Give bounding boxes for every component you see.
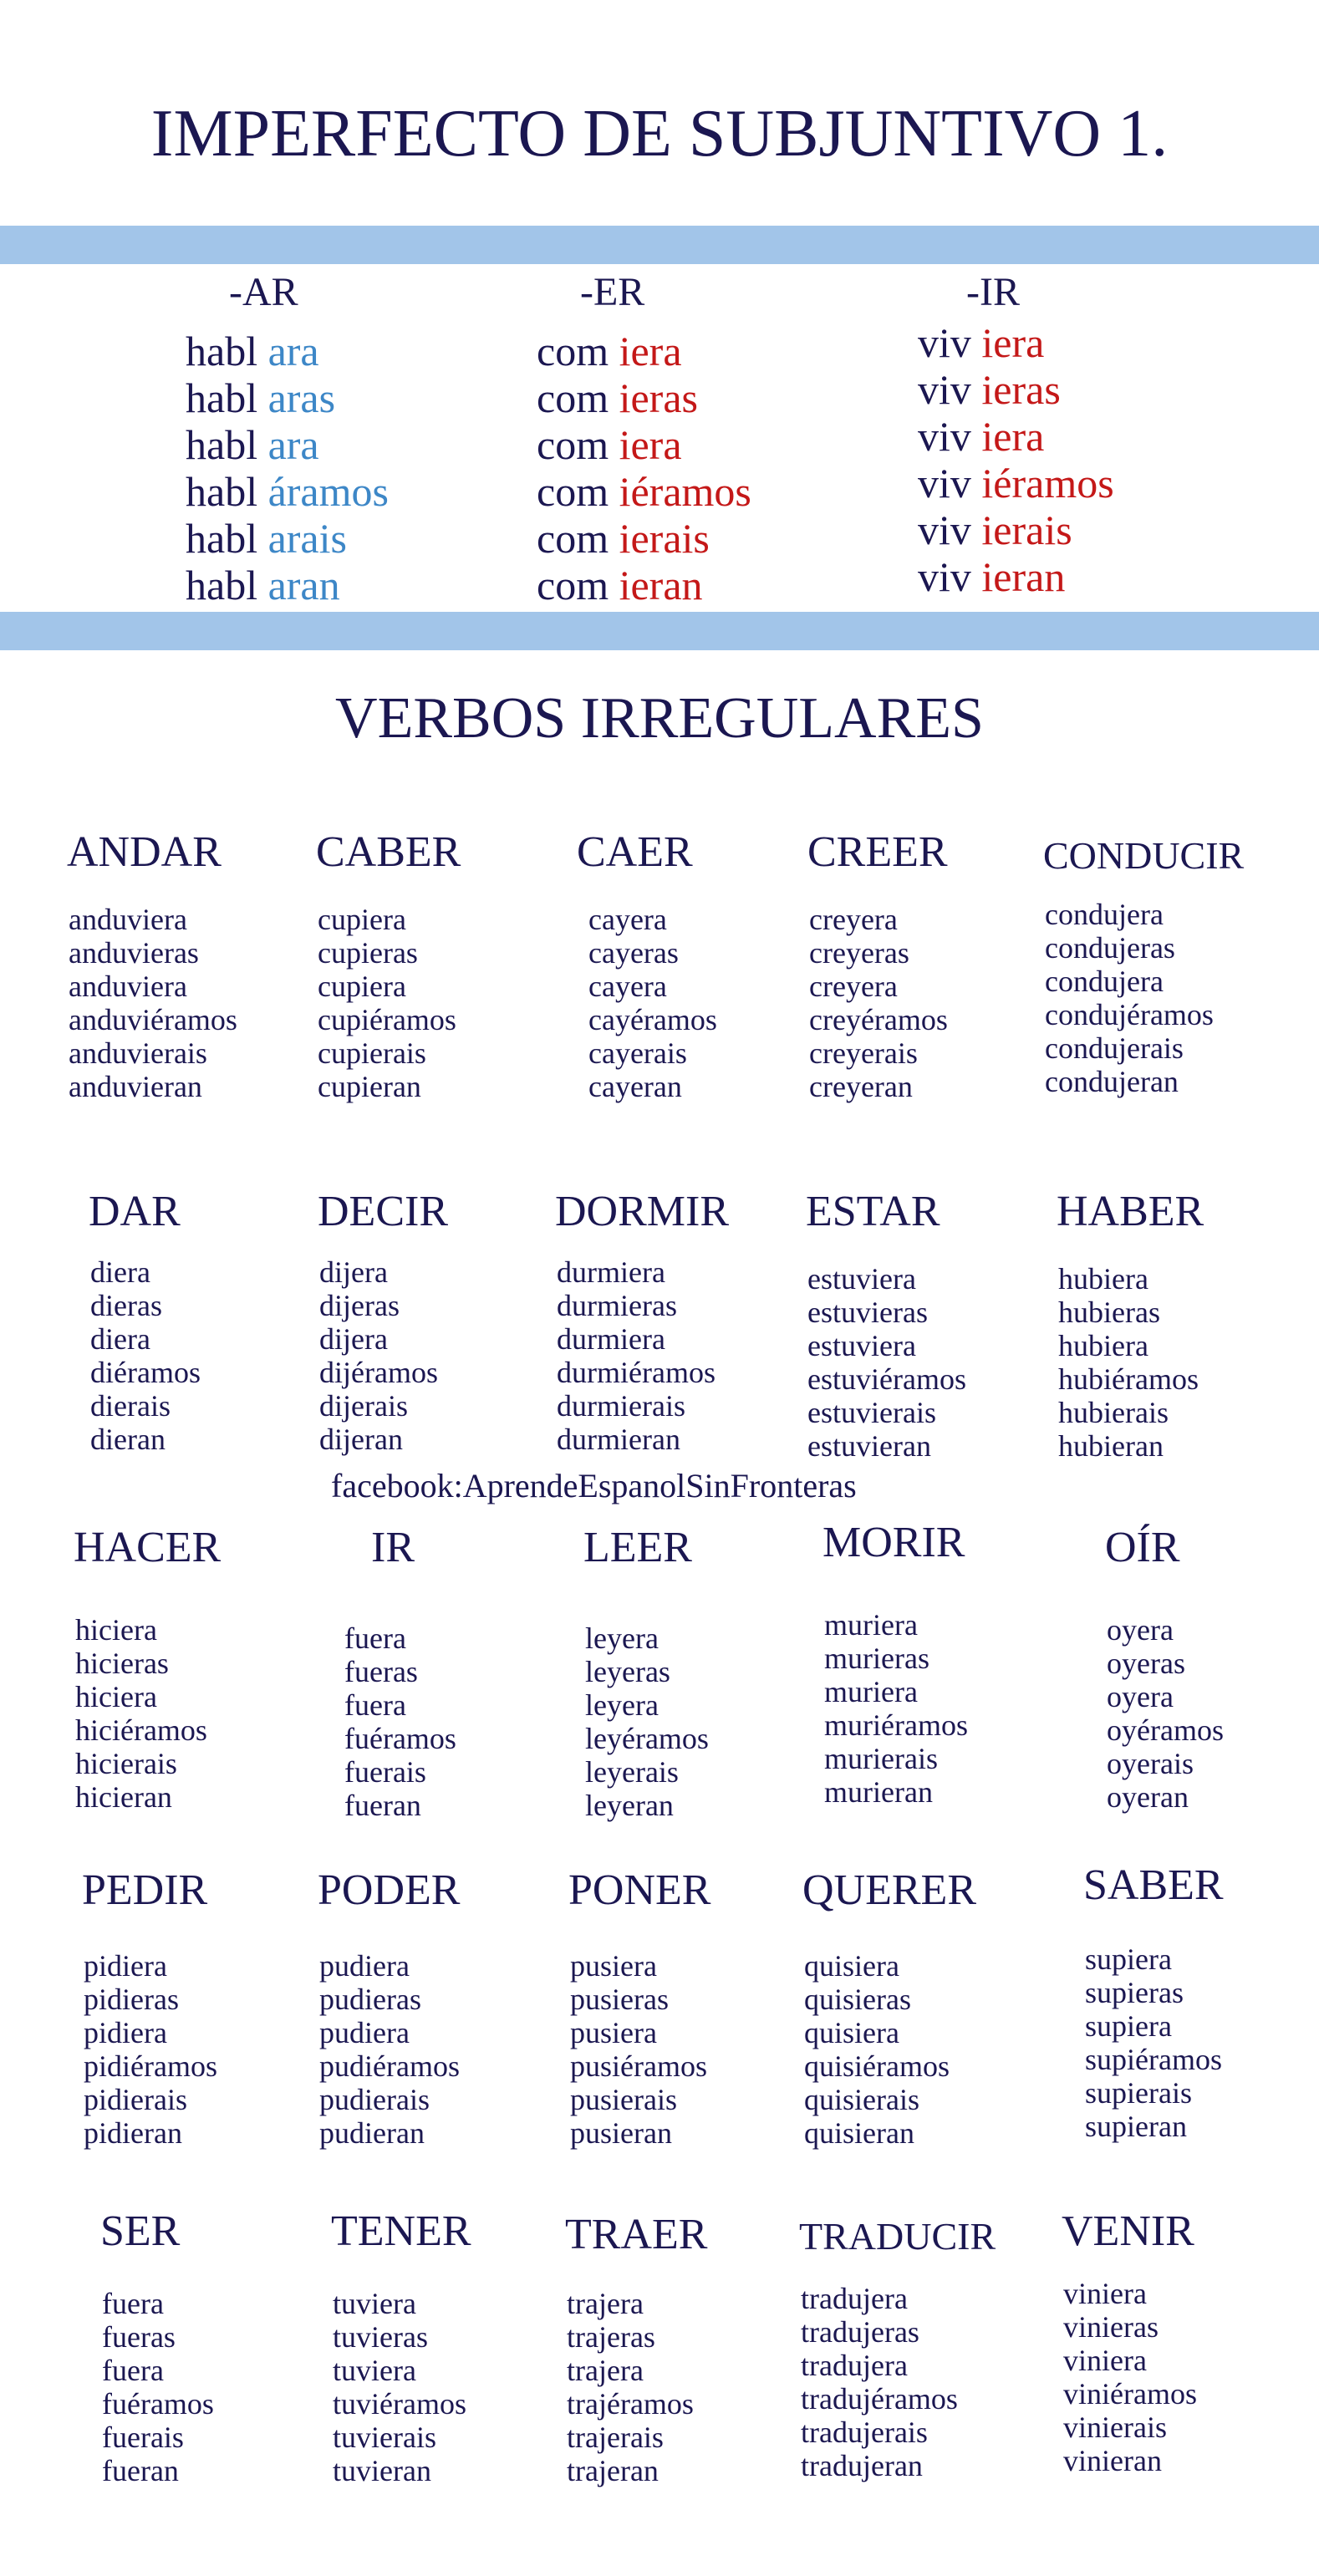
verb-form: trajerais — [567, 2421, 664, 2454]
verb-form: cayera — [588, 903, 667, 936]
verb-form: anduviera — [69, 903, 187, 936]
verb-forms-list — [1085, 1942, 1319, 2143]
verb-stem: com — [537, 374, 609, 421]
verb-form: pusiera — [570, 2016, 657, 2049]
verb-forms-list — [318, 903, 568, 1103]
regular-ar-form — [186, 468, 520, 515]
verb-form: muriéramos — [824, 1708, 968, 1742]
verb-form: cayerais — [588, 1036, 687, 1070]
verb-form: oyerais — [1107, 1747, 1194, 1780]
verb-form: pidieran — [84, 2116, 182, 2150]
verb-stem: viv — [918, 507, 971, 553]
verb-forms-list — [319, 1949, 570, 2150]
verb-form: dijera — [319, 1322, 388, 1356]
verb-forms-list — [588, 903, 839, 1103]
verb-forms-list — [90, 1255, 341, 1456]
irregular-verbs-heading: VERBOS IRREGULARES — [335, 686, 984, 751]
verb-form: hiciera — [75, 1680, 157, 1713]
verb-infinitive: ANDAR — [67, 828, 222, 876]
verb-ending: iera — [619, 328, 682, 374]
bottom-divider-band — [0, 612, 1319, 650]
verb-forms-list — [801, 2282, 1052, 2482]
regular-ar-form — [186, 374, 520, 421]
verb-infinitive: SER — [100, 2207, 181, 2255]
verb-form: murieran — [824, 1775, 933, 1809]
verb-form: fuera — [102, 2287, 164, 2320]
verb-form: durmierais — [557, 1389, 685, 1423]
verb-form: durmiera — [557, 1322, 665, 1356]
verb-form: condujéramos — [1045, 998, 1214, 1031]
verb-form: vinierais — [1063, 2411, 1167, 2444]
verb-form: cayeras — [588, 936, 679, 970]
verb-form: tradujerais — [801, 2416, 928, 2449]
verb-form: durmiera — [557, 1255, 665, 1289]
verb-ending: ierais — [619, 515, 710, 562]
verb-form: oyeras — [1107, 1647, 1185, 1680]
verb-form: dijeras — [319, 1289, 400, 1322]
verb-form: pusiera — [570, 1949, 657, 1983]
verb-infinitive: OÍR — [1105, 1524, 1180, 1571]
verb-ending: iera — [981, 319, 1045, 366]
verb-form: tuviera — [333, 2287, 416, 2320]
verb-form: trajéramos — [567, 2387, 694, 2421]
verb-stem: viv — [918, 366, 971, 413]
verb-ending: iéramos — [619, 468, 751, 515]
verb-form: oyera — [1107, 1680, 1174, 1713]
verb-form: pudiéramos — [319, 2049, 460, 2083]
verb-form: creyeran — [809, 1070, 913, 1103]
verb-form: trajeras — [567, 2320, 655, 2354]
verb-ending: iera — [619, 421, 682, 468]
verb-form: pidiera — [84, 1949, 167, 1983]
verb-forms-list — [333, 2287, 583, 2487]
verb-form: hubierais — [1058, 1396, 1169, 1429]
verb-form: fuera — [102, 2354, 164, 2387]
verb-stem: com — [537, 562, 609, 608]
verb-infinitive: CONDUCIR — [1043, 834, 1245, 877]
regular-ir-form — [918, 553, 1252, 600]
verb-ending: aras — [267, 374, 336, 421]
verb-infinitive: CABER — [316, 828, 461, 876]
verb-stem: com — [537, 468, 609, 515]
verb-form: viniera — [1063, 2344, 1147, 2377]
verb-form: pudiera — [319, 1949, 410, 1983]
verb-form: dieran — [90, 1423, 166, 1456]
facebook-credit: facebook:AprendeEspanolSinFronteras — [331, 1467, 857, 1504]
verb-forms-list — [102, 2287, 353, 2487]
verb-infinitive: SABER — [1083, 1861, 1224, 1909]
verb-infinitive: DECIR — [318, 1188, 448, 1235]
verb-form: leyerais — [585, 1755, 679, 1789]
verb-stem: viv — [918, 460, 971, 507]
verb-form: hubieras — [1058, 1296, 1160, 1329]
regular-ir-form — [918, 460, 1252, 507]
verb-infinitive: MORIR — [822, 1519, 965, 1566]
verb-form: anduvieras — [69, 936, 199, 970]
verb-form: cupieran — [318, 1070, 421, 1103]
verb-infinitive: CAER — [577, 828, 693, 876]
verb-form: pidiera — [84, 2016, 167, 2049]
verb-form: pidiéramos — [84, 2049, 217, 2083]
verb-form: pudierais — [319, 2083, 430, 2116]
verb-stem: habl — [186, 562, 258, 608]
verb-form: fuera — [344, 1688, 406, 1722]
verb-form: supiera — [1085, 2009, 1172, 2043]
verb-stem: viv — [918, 553, 971, 600]
verb-form: muriera — [824, 1675, 918, 1708]
verb-form: estuvierais — [807, 1396, 936, 1429]
verb-stem: com — [537, 515, 609, 562]
verb-infinitive: QUERER — [802, 1866, 976, 1914]
verb-form: fuéramos — [102, 2387, 214, 2421]
verb-form: leyeras — [585, 1655, 670, 1688]
er-forms — [537, 328, 871, 608]
verb-form: viniera — [1063, 2277, 1147, 2310]
verb-form: pudiera — [319, 2016, 410, 2049]
verb-form: murieras — [824, 1642, 929, 1675]
verb-form: condujeran — [1045, 1065, 1179, 1098]
verb-ending: ara — [267, 421, 319, 468]
verb-infinitive: HACER — [74, 1524, 222, 1571]
verb-stem: viv — [918, 319, 971, 366]
verb-form: estuviera — [807, 1262, 916, 1296]
verb-form: tradujera — [801, 2282, 908, 2315]
verb-forms-list — [1058, 1262, 1309, 1463]
verb-form: estuvieran — [807, 1429, 931, 1463]
verb-form: estuviéramos — [807, 1362, 966, 1396]
verb-form: oyeran — [1107, 1780, 1189, 1814]
verb-form: leyera — [585, 1688, 659, 1722]
verb-form: anduviera — [69, 970, 187, 1003]
verb-forms-list — [1063, 2277, 1314, 2477]
verb-form: quisiéramos — [804, 2049, 950, 2083]
verb-form: tuviéramos — [333, 2387, 466, 2421]
verb-ending: ieran — [619, 562, 703, 608]
verb-form: hicieras — [75, 1647, 169, 1680]
verb-form: quisieran — [804, 2116, 914, 2150]
verb-form: creyeras — [809, 936, 909, 970]
verb-ending: ara — [267, 328, 319, 374]
verb-ending: iéramos — [981, 460, 1114, 507]
regular-ir-form — [918, 319, 1252, 366]
verb-form: pusieran — [570, 2116, 672, 2150]
verb-form: creyera — [809, 903, 898, 936]
verb-form: hicieran — [75, 1780, 172, 1814]
verb-stem: viv — [918, 413, 971, 460]
verb-form: anduvieran — [69, 1070, 202, 1103]
verb-form: tuvierais — [333, 2421, 436, 2454]
verb-form: oyéramos — [1107, 1713, 1224, 1747]
verb-forms-list — [824, 1608, 1075, 1809]
verb-form: cupieras — [318, 936, 418, 970]
verb-form: tradujéramos — [801, 2382, 958, 2416]
verb-stem: com — [537, 328, 609, 374]
regular-er-form — [537, 562, 871, 608]
verb-form: dijeran — [319, 1423, 403, 1456]
verb-form: murierais — [824, 1742, 938, 1775]
verb-form: durmiéramos — [557, 1356, 716, 1389]
verb-form: pusieras — [570, 1983, 669, 2016]
verb-form: pidieras — [84, 1983, 179, 2016]
verb-form: trajera — [567, 2354, 644, 2387]
verb-form: cupiéramos — [318, 1003, 456, 1036]
regular-er-form — [537, 515, 871, 562]
verb-form: oyera — [1107, 1613, 1174, 1647]
verb-form: anduviéramos — [69, 1003, 237, 1036]
verb-form: condujeras — [1045, 931, 1175, 965]
verb-form: anduvierais — [69, 1036, 207, 1070]
verb-form: supierais — [1085, 2076, 1192, 2110]
verb-form: creyerais — [809, 1036, 918, 1070]
verb-forms-list — [804, 1949, 1055, 2150]
verb-form: fuerais — [102, 2421, 184, 2454]
verb-form: cayeran — [588, 1070, 682, 1103]
verb-ending: aran — [267, 562, 340, 608]
verb-form: condujera — [1045, 898, 1164, 931]
verb-form: fuera — [344, 1621, 406, 1655]
verb-form: hubiéramos — [1058, 1362, 1199, 1396]
verb-forms-list — [319, 1255, 570, 1456]
verb-form: fueran — [344, 1789, 421, 1822]
verb-ending: ieras — [981, 366, 1061, 413]
verb-form: quisiera — [804, 2016, 899, 2049]
verb-form: trajeran — [567, 2454, 659, 2487]
verb-infinitive: DORMIR — [555, 1188, 730, 1235]
verb-form: dijera — [319, 1255, 388, 1289]
regular-ar-form — [186, 515, 520, 562]
verb-form: fueran — [102, 2454, 179, 2487]
verb-form: pudieras — [319, 1983, 421, 2016]
verb-forms-list — [807, 1262, 1058, 1463]
ar-forms — [186, 328, 520, 608]
verb-form: fueras — [102, 2320, 176, 2354]
verb-infinitive: PONER — [568, 1866, 711, 1914]
verb-infinitive: DAR — [89, 1188, 181, 1235]
verb-forms-list — [567, 2287, 817, 2487]
ar-heading: -AR — [229, 270, 298, 314]
verb-infinitive: TRADUCIR — [799, 2215, 996, 2258]
verb-form: cupierais — [318, 1036, 426, 1070]
verb-form: diéramos — [90, 1356, 201, 1389]
ir-heading: -IR — [966, 270, 1020, 314]
verb-form: cayéramos — [588, 1003, 717, 1036]
verb-stem: habl — [186, 328, 258, 374]
verb-infinitive: TRAER — [565, 2211, 708, 2258]
verb-infinitive: PODER — [318, 1866, 461, 1914]
verb-form: tuviera — [333, 2354, 416, 2387]
er-heading: -ER — [580, 270, 645, 314]
verb-stem: habl — [186, 374, 258, 421]
verb-form: supiera — [1085, 1942, 1172, 1976]
verb-form: diera — [90, 1322, 150, 1356]
verb-ending: áramos — [267, 468, 389, 515]
regular-ir-form — [918, 413, 1252, 460]
verb-forms-list — [84, 1949, 334, 2150]
verb-form: hubiera — [1058, 1262, 1148, 1296]
verb-stem: habl — [186, 421, 258, 468]
verb-form: pudieran — [319, 2116, 425, 2150]
verb-form: cupiera — [318, 903, 406, 936]
verb-form: hiciéramos — [75, 1713, 207, 1747]
verb-forms-list — [557, 1255, 807, 1456]
verb-form: muriera — [824, 1608, 918, 1642]
regular-ar-form — [186, 421, 520, 468]
verb-form: cupiera — [318, 970, 406, 1003]
verb-form: vinieran — [1063, 2444, 1162, 2477]
verb-ending: ierais — [981, 507, 1072, 553]
verb-form: condujera — [1045, 965, 1164, 998]
regular-ir-form — [918, 366, 1252, 413]
verb-form: durmieras — [557, 1289, 677, 1322]
verb-form: condujerais — [1045, 1031, 1184, 1065]
regular-er-form — [537, 374, 871, 421]
verb-form: creyera — [809, 970, 898, 1003]
verb-forms-list — [75, 1613, 326, 1814]
verb-form: dijerais — [319, 1389, 408, 1423]
verb-stem: com — [537, 421, 609, 468]
verb-forms-list — [1107, 1613, 1319, 1814]
regular-er-form — [537, 468, 871, 515]
verb-form: quisiera — [804, 1949, 899, 1983]
verb-infinitive: IR — [371, 1524, 415, 1571]
verb-forms-list — [585, 1621, 836, 1822]
verb-form: viniéramos — [1063, 2377, 1197, 2411]
verb-ending: arais — [267, 515, 347, 562]
top-divider-band — [0, 226, 1319, 264]
verb-infinitive: PEDIR — [82, 1866, 208, 1914]
verb-infinitive: TENER — [331, 2207, 471, 2255]
verb-form: hiciera — [75, 1613, 157, 1647]
ir-forms — [918, 319, 1252, 600]
verb-form: supiéramos — [1085, 2043, 1222, 2076]
verb-form: pusierais — [570, 2083, 677, 2116]
verb-ending: ieran — [981, 553, 1066, 600]
verb-form: trajera — [567, 2287, 644, 2320]
page-title: IMPERFECTO DE SUBJUNTIVO 1. — [150, 97, 1169, 171]
verb-form: quisierais — [804, 2083, 919, 2116]
regular-ir-form — [918, 507, 1252, 553]
verb-form: leyeran — [585, 1789, 674, 1822]
verb-ending: iera — [981, 413, 1045, 460]
verb-form: cayera — [588, 970, 667, 1003]
verb-form: diera — [90, 1255, 150, 1289]
verb-form: estuviera — [807, 1329, 916, 1362]
verb-form: fuéramos — [344, 1722, 456, 1755]
verb-form: tuvieras — [333, 2320, 428, 2354]
verb-infinitive: VENIR — [1062, 2207, 1194, 2255]
verb-form: hubiera — [1058, 1329, 1148, 1362]
verb-stem: habl — [186, 515, 258, 562]
verb-form: leyéramos — [585, 1722, 709, 1755]
verb-infinitive: LEER — [583, 1524, 692, 1571]
verb-form: fuerais — [344, 1755, 426, 1789]
verb-forms-list — [570, 1949, 821, 2150]
verb-form: tradujeras — [801, 2315, 919, 2349]
verb-form: estuvieras — [807, 1296, 928, 1329]
verb-form: durmieran — [557, 1423, 680, 1456]
verb-form: vinieras — [1063, 2310, 1159, 2344]
verb-form: quisieras — [804, 1983, 911, 2016]
verb-form: dieras — [90, 1289, 162, 1322]
verb-infinitive: CREER — [807, 828, 948, 876]
verb-infinitive: HABER — [1057, 1188, 1204, 1235]
verb-forms-list — [809, 903, 1060, 1103]
verb-form: hicierais — [75, 1747, 177, 1780]
verb-ending: ieras — [619, 374, 698, 421]
verb-form: hubieran — [1058, 1429, 1164, 1463]
verb-forms-list — [1045, 898, 1296, 1098]
verb-form: supieran — [1085, 2110, 1187, 2143]
regular-er-form — [537, 328, 871, 374]
verb-form: tradujeran — [801, 2449, 923, 2482]
regular-er-form — [537, 421, 871, 468]
verb-form: fueras — [344, 1655, 418, 1688]
verb-stem: habl — [186, 468, 258, 515]
verb-forms-list — [69, 903, 319, 1103]
verb-form: tradujera — [801, 2349, 908, 2382]
verb-form: pusiéramos — [570, 2049, 707, 2083]
verb-form: dijéramos — [319, 1356, 438, 1389]
verb-infinitive: ESTAR — [806, 1188, 940, 1235]
verb-form: leyera — [585, 1621, 659, 1655]
verb-form: dierais — [90, 1389, 171, 1423]
regular-ar-form — [186, 328, 520, 374]
verb-forms-list — [344, 1621, 595, 1822]
verb-form: pidierais — [84, 2083, 187, 2116]
verb-form: supieras — [1085, 1976, 1184, 2009]
regular-ar-form — [186, 562, 520, 608]
verb-form: creyéramos — [809, 1003, 948, 1036]
verb-form: tuvieran — [333, 2454, 431, 2487]
